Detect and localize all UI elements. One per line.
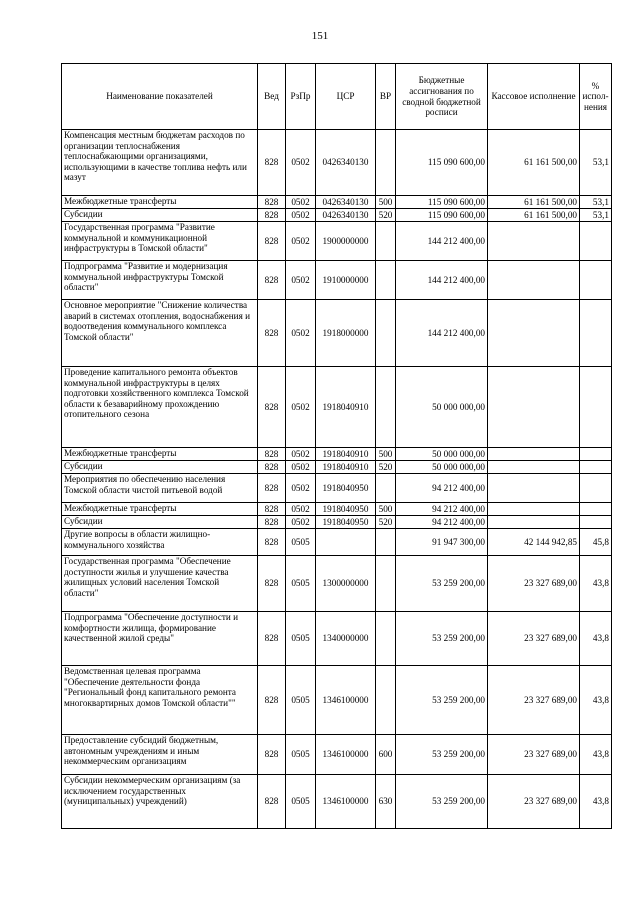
cell-csr: 0426340130 xyxy=(316,209,376,222)
table-row xyxy=(62,209,612,222)
cell-ved: 828 xyxy=(258,612,286,666)
cell-budget: 91 947 300,00 xyxy=(396,529,488,556)
cell-csr: 1918040950 xyxy=(316,503,376,516)
cell-vr: 520 xyxy=(376,516,396,529)
cell-rzpr: 0502 xyxy=(286,516,316,529)
cell-cash xyxy=(488,222,580,261)
table-row xyxy=(62,612,612,666)
cell-pct: 53,1 xyxy=(580,130,612,196)
cell-csr: 1918040950 xyxy=(316,474,376,503)
cell-vr xyxy=(376,130,396,196)
cell-cash xyxy=(488,474,580,503)
cell-pct: 43,8 xyxy=(580,612,612,666)
cell-name: Другие вопросы в области жилищно-коммунального хозяйства xyxy=(62,529,258,556)
cell-rzpr: 0502 xyxy=(286,300,316,367)
cell-cash xyxy=(488,516,580,529)
cell-rzpr: 0502 xyxy=(286,503,316,516)
cell-vr: 630 xyxy=(376,775,396,829)
cell-vr xyxy=(376,222,396,261)
cell-rzpr: 0505 xyxy=(286,735,316,775)
cell-pct: 53,1 xyxy=(580,209,612,222)
cell-cash: 23 327 689,00 xyxy=(488,775,580,829)
cell-rzpr: 0505 xyxy=(286,529,316,556)
cell-budget: 144 212 400,00 xyxy=(396,300,488,367)
cell-rzpr: 0502 xyxy=(286,209,316,222)
cell-cash xyxy=(488,461,580,474)
cell-budget: 50 000 000,00 xyxy=(396,461,488,474)
cell-name: Государственная программа "Обеспечение доступности жилья и улучшение качества жилищных условий населения Томской области" xyxy=(62,556,258,612)
cell-csr xyxy=(316,529,376,556)
cell-rzpr: 0502 xyxy=(286,196,316,209)
cell-pct xyxy=(580,367,612,448)
table-row xyxy=(62,196,612,209)
cell-csr: 1918040950 xyxy=(316,516,376,529)
cell-vr xyxy=(376,556,396,612)
table-row xyxy=(62,261,612,300)
cell-pct xyxy=(580,474,612,503)
cell-csr: 0426340130 xyxy=(316,196,376,209)
cell-csr: 1918000000 xyxy=(316,300,376,367)
cell-rzpr: 0502 xyxy=(286,130,316,196)
cell-budget: 94 212 400,00 xyxy=(396,474,488,503)
cell-vr: 520 xyxy=(376,461,396,474)
cell-vr: 520 xyxy=(376,209,396,222)
cell-budget: 53 259 200,00 xyxy=(396,556,488,612)
cell-budget: 53 259 200,00 xyxy=(396,612,488,666)
cell-pct: 45,8 xyxy=(580,529,612,556)
header-csr: ЦСР xyxy=(316,64,376,130)
cell-csr: 1340000000 xyxy=(316,612,376,666)
cell-ved: 828 xyxy=(258,556,286,612)
header-ved: Вед xyxy=(258,64,286,130)
cell-name: Подпрограмма "Обеспечение доступности и комфортности жилища, формирование качественной жилой среды" xyxy=(62,612,258,666)
cell-rzpr: 0505 xyxy=(286,666,316,735)
cell-cash: 23 327 689,00 xyxy=(488,735,580,775)
cell-ved: 828 xyxy=(258,209,286,222)
cell-rzpr: 0502 xyxy=(286,461,316,474)
table-row xyxy=(62,503,612,516)
cell-cash: 61 161 500,00 xyxy=(488,130,580,196)
cell-pct: 43,8 xyxy=(580,556,612,612)
cell-pct xyxy=(580,222,612,261)
cell-csr: 0426340130 xyxy=(316,130,376,196)
cell-cash: 61 161 500,00 xyxy=(488,196,580,209)
cell-ved: 828 xyxy=(258,300,286,367)
header-name: Наименование показателей xyxy=(62,64,258,130)
cell-budget: 50 000 000,00 xyxy=(396,367,488,448)
cell-pct: 43,8 xyxy=(580,735,612,775)
cell-vr: 500 xyxy=(376,448,396,461)
table-row xyxy=(62,300,612,367)
table-row xyxy=(62,529,612,556)
cell-vr xyxy=(376,300,396,367)
cell-ved: 828 xyxy=(258,448,286,461)
cell-rzpr: 0502 xyxy=(286,448,316,461)
cell-name: Мероприятия по обеспечению населения Томской области чистой питьевой водой xyxy=(62,474,258,503)
cell-cash xyxy=(488,261,580,300)
cell-name: Предоставление субсидий бюджетным, автономным учреждениям и иным некоммерческим организациям xyxy=(62,735,258,775)
header-pct: % испол-нения xyxy=(580,64,612,130)
cell-pct: 53,1 xyxy=(580,196,612,209)
cell-ved: 828 xyxy=(258,474,286,503)
cell-csr: 1918040910 xyxy=(316,461,376,474)
cell-cash xyxy=(488,300,580,367)
cell-csr: 1900000000 xyxy=(316,222,376,261)
header-vr: ВР xyxy=(376,64,396,130)
cell-csr: 1346100000 xyxy=(316,735,376,775)
cell-budget: 53 259 200,00 xyxy=(396,666,488,735)
cell-name: Субсидии некоммерческим организациям (за исключением государственных (муниципальных) учреждений) xyxy=(62,775,258,829)
cell-ved: 828 xyxy=(258,503,286,516)
cell-cash xyxy=(488,503,580,516)
header-rzpr: РзПр xyxy=(286,64,316,130)
cell-name: Проведение капитального ремонта объектов коммунальной инфраструктуры в целях подготовки хозяйственного комплекса Томской области к безаварийному прохождению отопительного сезона xyxy=(62,367,258,448)
table-row xyxy=(62,775,612,829)
cell-pct xyxy=(580,300,612,367)
cell-csr: 1300000000 xyxy=(316,556,376,612)
table-row xyxy=(62,130,612,196)
cell-vr xyxy=(376,666,396,735)
cell-budget: 94 212 400,00 xyxy=(396,503,488,516)
cell-ved: 828 xyxy=(258,261,286,300)
cell-rzpr: 0505 xyxy=(286,556,316,612)
cell-csr: 1346100000 xyxy=(316,666,376,735)
cell-ved: 828 xyxy=(258,516,286,529)
cell-budget: 94 212 400,00 xyxy=(396,516,488,529)
cell-name: Подпрограмма "Развитие и модернизация коммунальной инфраструктуры Томской области" xyxy=(62,261,258,300)
cell-budget: 53 259 200,00 xyxy=(396,735,488,775)
cell-cash: 61 161 500,00 xyxy=(488,209,580,222)
cell-rzpr: 0502 xyxy=(286,474,316,503)
cell-budget: 53 259 200,00 xyxy=(396,775,488,829)
cell-cash: 23 327 689,00 xyxy=(488,556,580,612)
cell-rzpr: 0505 xyxy=(286,775,316,829)
table-body xyxy=(62,130,612,829)
cell-cash: 23 327 689,00 xyxy=(488,666,580,735)
cell-vr: 500 xyxy=(376,196,396,209)
table-row xyxy=(62,666,612,735)
table-row xyxy=(62,516,612,529)
cell-vr: 600 xyxy=(376,735,396,775)
cell-rzpr: 0505 xyxy=(286,612,316,666)
table-row xyxy=(62,367,612,448)
cell-name: Основное мероприятие "Снижение количества аварий в системах отопления, водоснабжения и водоотведения коммунального комплекса Томской области" xyxy=(62,300,258,367)
cell-budget: 144 212 400,00 xyxy=(396,222,488,261)
cell-pct: 43,8 xyxy=(580,666,612,735)
cell-vr xyxy=(376,474,396,503)
cell-name: Межбюджетные трансферты xyxy=(62,448,258,461)
table-row xyxy=(62,735,612,775)
cell-name: Межбюджетные трансферты xyxy=(62,503,258,516)
cell-name: Государственная программа "Развитие коммунальной и коммуникационной инфраструктуры в Томской области" xyxy=(62,222,258,261)
header-budget: Бюджетные ассигнования по сводной бюджетной росписи xyxy=(396,64,488,130)
cell-name: Субсидии xyxy=(62,516,258,529)
header-row xyxy=(62,64,612,130)
cell-ved: 828 xyxy=(258,196,286,209)
cell-rzpr: 0502 xyxy=(286,222,316,261)
cell-name: Компенсация местным бюджетам расходов по организации теплоснабжения теплоснабжающими организациями, использующими в качестве топлива нефть или мазут xyxy=(62,130,258,196)
cell-budget: 144 212 400,00 xyxy=(396,261,488,300)
cell-vr xyxy=(376,367,396,448)
cell-ved: 828 xyxy=(258,666,286,735)
cell-csr: 1918040910 xyxy=(316,448,376,461)
cell-name: Ведомственная целевая программа "Обеспечение деятельности фонда "Региональный фонд капитального ремонта многоквартирных домов Томской области"" xyxy=(62,666,258,735)
cell-name: Субсидии xyxy=(62,461,258,474)
cell-cash: 23 327 689,00 xyxy=(488,612,580,666)
cell-budget: 50 000 000,00 xyxy=(396,448,488,461)
table-row xyxy=(62,448,612,461)
cell-ved: 828 xyxy=(258,735,286,775)
cell-cash: 42 144 942,85 xyxy=(488,529,580,556)
cell-budget: 115 090 600,00 xyxy=(396,196,488,209)
cell-pct xyxy=(580,461,612,474)
cell-vr xyxy=(376,529,396,556)
cell-ved: 828 xyxy=(258,461,286,474)
table-row xyxy=(62,461,612,474)
cell-vr xyxy=(376,612,396,666)
header-cash: Кассовое исполнение xyxy=(488,64,580,130)
page-number: 151 xyxy=(311,30,329,42)
cell-csr: 1910000000 xyxy=(316,261,376,300)
cell-rzpr: 0502 xyxy=(286,367,316,448)
cell-pct xyxy=(580,503,612,516)
table-row xyxy=(62,556,612,612)
cell-budget: 115 090 600,00 xyxy=(396,209,488,222)
cell-ved: 828 xyxy=(258,367,286,448)
cell-pct xyxy=(580,261,612,300)
cell-csr: 1918040910 xyxy=(316,367,376,448)
cell-csr: 1346100000 xyxy=(316,775,376,829)
cell-name: Субсидии xyxy=(62,209,258,222)
cell-ved: 828 xyxy=(258,130,286,196)
cell-pct xyxy=(580,448,612,461)
cell-vr xyxy=(376,261,396,300)
cell-cash xyxy=(488,367,580,448)
cell-pct: 43,8 xyxy=(580,775,612,829)
table-row xyxy=(62,222,612,261)
budget-table xyxy=(61,63,612,829)
cell-ved: 828 xyxy=(258,775,286,829)
cell-rzpr: 0502 xyxy=(286,261,316,300)
cell-vr: 500 xyxy=(376,503,396,516)
cell-name: Межбюджетные трансферты xyxy=(62,196,258,209)
table-row xyxy=(62,474,612,503)
cell-pct xyxy=(580,516,612,529)
cell-budget: 115 090 600,00 xyxy=(396,130,488,196)
cell-cash xyxy=(488,448,580,461)
cell-ved: 828 xyxy=(258,529,286,556)
cell-ved: 828 xyxy=(258,222,286,261)
